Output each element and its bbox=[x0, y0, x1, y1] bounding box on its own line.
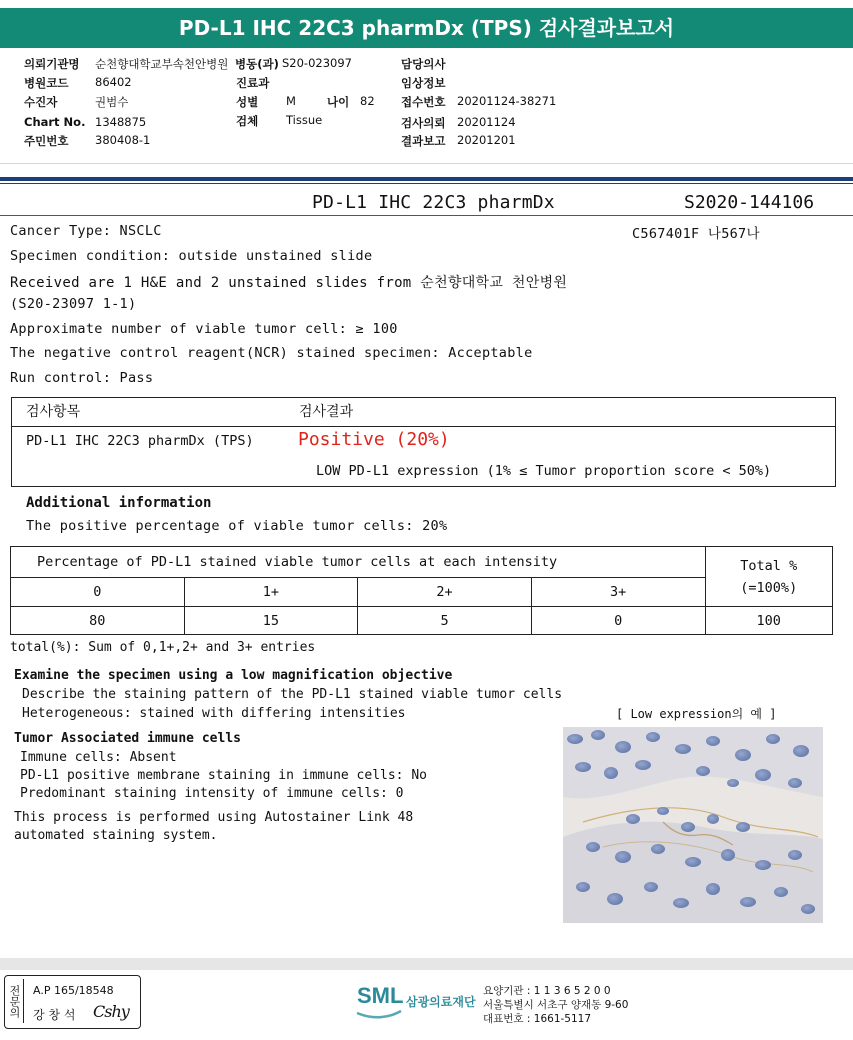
result-table-divider bbox=[12, 426, 835, 427]
intensity-header: Percentage of PD-L1 stained viable tumor cells at each intensity bbox=[11, 547, 706, 578]
result-col-item: 검사항목 bbox=[26, 404, 81, 420]
immune-line3: Predominant staining intensity of immune cells: 0 bbox=[20, 786, 404, 801]
chart-label: Chart No. bbox=[24, 115, 86, 129]
additional-heading: Additional information bbox=[26, 495, 212, 511]
institution-label: 의뢰기관명 bbox=[24, 57, 80, 71]
id-label: 주민번호 bbox=[24, 134, 69, 148]
report-title: PD-L1 IHC 22C3 pharmDx (TPS) 검사결과보고서 bbox=[0, 8, 853, 48]
foundation-name: 삼광의료재단 bbox=[406, 995, 476, 1009]
block-id: C567401F 나567나 bbox=[632, 226, 760, 242]
chart-value: 1348875 bbox=[95, 115, 147, 129]
age-label: 나이 bbox=[327, 95, 350, 109]
viable-cells: Approximate number of viable tumor cell: ≥ 100 bbox=[10, 321, 398, 337]
ncr-result: The negative control reagent(NCR) stained specimen: Acceptable bbox=[10, 345, 533, 361]
age-value: 82 bbox=[360, 94, 375, 108]
sml-swoosh-icon bbox=[355, 1009, 403, 1019]
received-slides: Received are 1 H&E and 2 unstained slides from 순천향대학교 천안병원 bbox=[10, 275, 568, 291]
report-date-value: 20201201 bbox=[457, 133, 516, 147]
specimen-value: Tissue bbox=[286, 113, 323, 127]
immune-line2: PD-L1 positive membrane staining in immune cells: No bbox=[20, 768, 427, 783]
sex-label: 성별 bbox=[236, 95, 259, 109]
cancer-type: Cancer Type: NSCLC bbox=[10, 223, 162, 239]
examine-line2: Heterogeneous: stained with differing intensities bbox=[22, 706, 406, 721]
immune-line1: Immune cells: Absent bbox=[20, 750, 177, 765]
phone-number: 대표번호 : 1661-5117 bbox=[483, 1013, 592, 1025]
result-table bbox=[11, 397, 836, 487]
level-0: 0 bbox=[11, 578, 185, 607]
report-number: S2020-144106 bbox=[684, 192, 815, 213]
value-0: 80 bbox=[11, 607, 185, 635]
ihc-example-image bbox=[563, 727, 823, 923]
intensity-table bbox=[10, 546, 833, 635]
physician-name: 강 창 석 bbox=[33, 1008, 76, 1022]
result-col-result: 검사결과 bbox=[299, 404, 354, 420]
value-3: 0 bbox=[531, 607, 705, 635]
footer-band bbox=[0, 958, 853, 970]
receipt-label: 접수번호 bbox=[401, 95, 446, 109]
request-date-label: 검사의뢰 bbox=[401, 116, 446, 130]
sex-value: M bbox=[286, 94, 296, 108]
report-date-label: 결과보고 bbox=[401, 134, 446, 148]
immune-heading: Tumor Associated immune cells bbox=[14, 731, 241, 746]
expression-level: LOW PD-L1 expression (1% ≤ Tumor proportion score < 50%) bbox=[316, 463, 772, 479]
foundation-address: 서울특별시 서초구 양재동 9-60 bbox=[483, 999, 629, 1011]
level-3: 3+ bbox=[531, 578, 705, 607]
header-info bbox=[0, 52, 853, 162]
hospital-code-value: 86402 bbox=[95, 75, 132, 89]
sml-logo-text: SML bbox=[357, 983, 404, 1008]
stamp-vertical-label: 전문의 bbox=[7, 979, 24, 1023]
header-divider bbox=[0, 163, 853, 164]
positive-percentage: The positive percentage of viable tumor cells: 20% bbox=[26, 518, 448, 534]
level-2: 2+ bbox=[358, 578, 532, 607]
header-divider-thin bbox=[0, 183, 853, 184]
ap-number: A.P 165/18548 bbox=[33, 984, 114, 997]
header-divider-bold bbox=[0, 177, 853, 181]
dept-label: 병동(과) bbox=[235, 57, 279, 71]
institution-value: 순천향대학교부속천안병원 bbox=[95, 57, 229, 71]
report-divider bbox=[0, 215, 853, 216]
process-line1: This process is performed using Autostainer Link 48 bbox=[14, 810, 414, 825]
result-value: Positive (20%) bbox=[298, 429, 450, 450]
dept-value: S20-023097 bbox=[282, 56, 352, 70]
value-1: 15 bbox=[184, 607, 358, 635]
patient-label: 수진자 bbox=[24, 95, 58, 109]
total-header bbox=[705, 547, 833, 607]
hospital-code-label: 병원코드 bbox=[24, 76, 69, 90]
value-total: 100 bbox=[705, 607, 833, 635]
process-line2: automated staining system. bbox=[14, 828, 218, 843]
clinic-label: 진료과 bbox=[236, 76, 270, 90]
test-name: PD-L1 IHC 22C3 pharmDx bbox=[312, 192, 555, 213]
value-2: 5 bbox=[358, 607, 532, 635]
care-org-number: 요양기관 : 1 1 3 6 5 2 0 0 bbox=[483, 985, 611, 997]
specimen-condition: Specimen condition: outside unstained slide bbox=[10, 248, 373, 264]
specimen-label: 검체 bbox=[236, 114, 259, 128]
id-value: 380408-1 bbox=[95, 133, 151, 147]
receipt-value: 20201124-38271 bbox=[457, 94, 557, 108]
run-control: Run control: Pass bbox=[10, 370, 154, 386]
doctor-label: 담당의사 bbox=[401, 57, 446, 71]
physician-stamp bbox=[4, 975, 141, 1029]
total-header-line2: (=100%) bbox=[740, 579, 798, 596]
level-1: 1+ bbox=[184, 578, 358, 607]
patient-value: 권범수 bbox=[95, 95, 129, 109]
result-item: PD-L1 IHC 22C3 pharmDx (TPS) bbox=[26, 433, 254, 449]
examine-heading: Examine the specimen using a low magnification objective bbox=[14, 668, 453, 683]
examine-line1: Describe the staining pattern of the PD-L1 stained viable tumor cells bbox=[22, 687, 563, 702]
request-date-value: 20201124 bbox=[457, 115, 516, 129]
received-ref: (S20-23097 1-1) bbox=[10, 296, 137, 312]
clinical-info-label: 임상정보 bbox=[401, 76, 446, 90]
total-header-line1: Total % bbox=[740, 557, 798, 574]
example-caption: [ Low expression의 예 ] bbox=[616, 707, 777, 721]
physician-signature: Cshy bbox=[93, 1002, 129, 1021]
total-note: total(%): Sum of 0,1+,2+ and 3+ entries bbox=[10, 640, 316, 655]
